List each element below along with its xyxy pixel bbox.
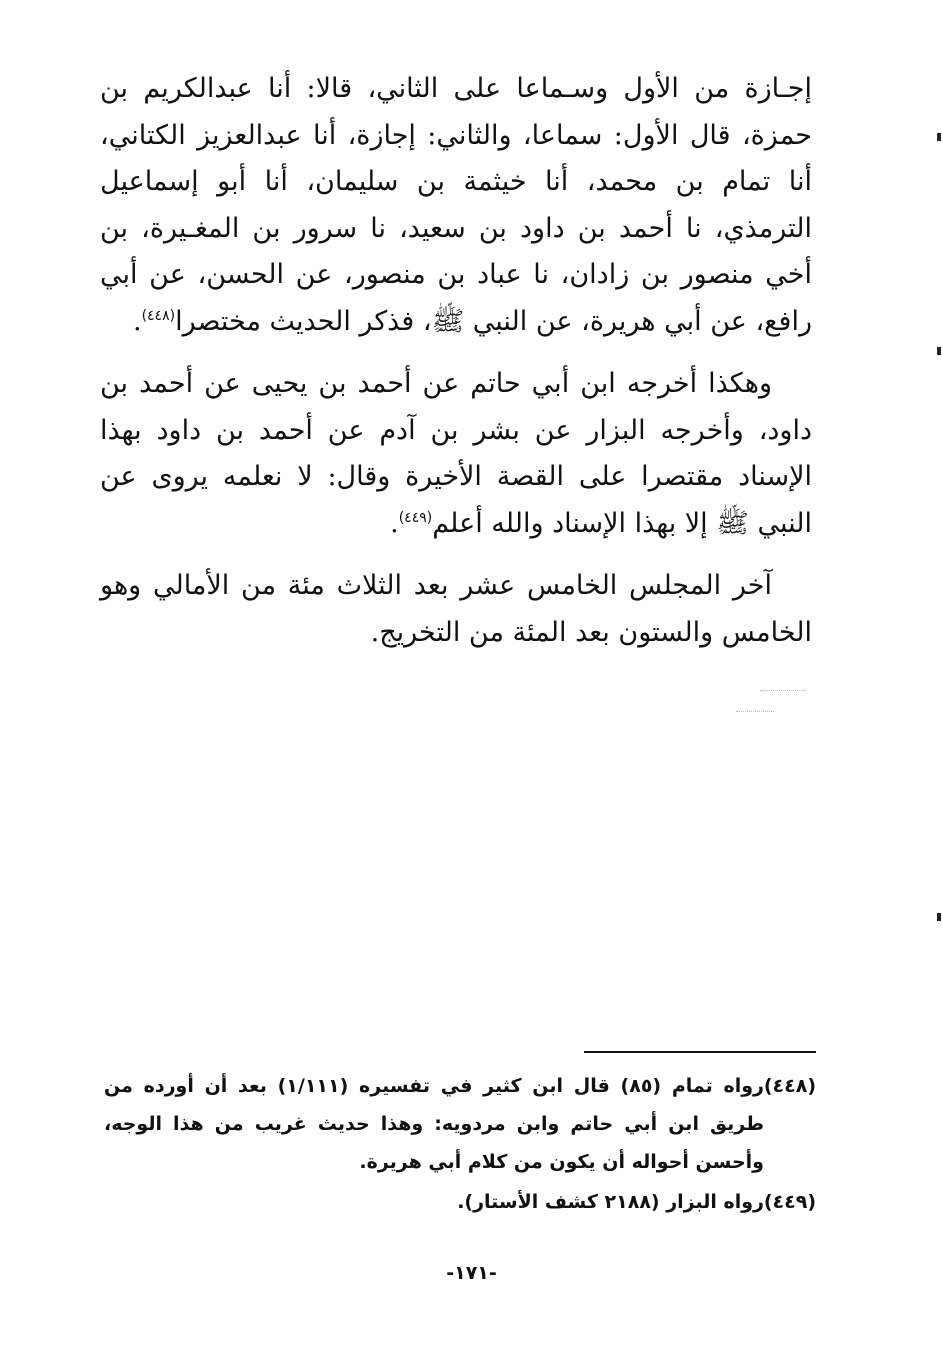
paragraph-tail: . [390,507,399,539]
scan-speck [736,711,774,712]
scan-edge-mark [937,347,941,355]
footnote-text: رواه تمام (٨٥) قال ابن كثير في تفسيره (١/١١١) بعد أن أورده من طريق ابن أبي حاتم وابن مردويه: وهذا حديث غريب من هذا الوجه، وأحسن أحواله أن يكون من كلام أبي هريرة. [104,1075,764,1173]
main-text [100,66,812,656]
footnote-449 [104,1183,816,1221]
paragraph-text: آخر المجلس الخامس عشر بعد الثلاث مئة من الأمالي وهو الخامس والستون بعد المئة من التخريج. [100,570,812,648]
footnotes [104,1067,816,1221]
footnote-reference[interactable]: (٤٤٩) [398,509,433,526]
paragraph-1 [100,66,812,345]
page-number: -١٧١- [446,1262,497,1284]
paragraph-2 [100,361,812,547]
scan-edge-mark [937,133,941,141]
footnote-separator [584,1051,816,1053]
footnote-text: رواه البزار (٢١٨٨ كشف الأستار). [457,1191,764,1213]
footnote-number: (٤٤٨) [763,1075,816,1097]
paragraph-3 [100,563,812,656]
paragraph-tail: . [132,305,142,337]
scan-edge-mark [937,913,941,921]
paragraph-text: وهكذا أخرجه ابن أبي حاتم عن أحمد بن يحيى عن أحمد بن داود، وأخرجه البزار عن بشر بن آدم عن أحمد بن داود بهذا الإسناد مقتصرا على القصة الأخيرة وقال: لا نعلمه يروى عن النبي ﷺ إلا بهذا الإسناد والله أعلم [100,368,812,539]
footnote-number: (٤٤٩) [763,1191,816,1213]
footnote-reference[interactable]: (٤٤٨) [141,307,176,324]
paragraph-text: إجـازة من الأول وسـماعا على الثاني، قالا: أنا عبدالكريم بن حمزة، قال الأول: سماعا، والثاني: إجازة، أنا عبدالعزيز الكتاني، أنا تمام بن محمد، أنا خيثمة بن سليمان، أنا أبو إسماعيل الترمذي، نا أحمد بن داود بن سعيد، نا سرور بن المغـيرة، بن أخي منصور بن زادان، نا عباد بن منصور، عن الحسن، عن أبي رافع، عن أبي هريرة، عن النبي ﷺ، فذكر الحديث مختصرا [100,73,812,337]
footnote-448 [104,1067,816,1181]
scan-speck [760,690,806,691]
